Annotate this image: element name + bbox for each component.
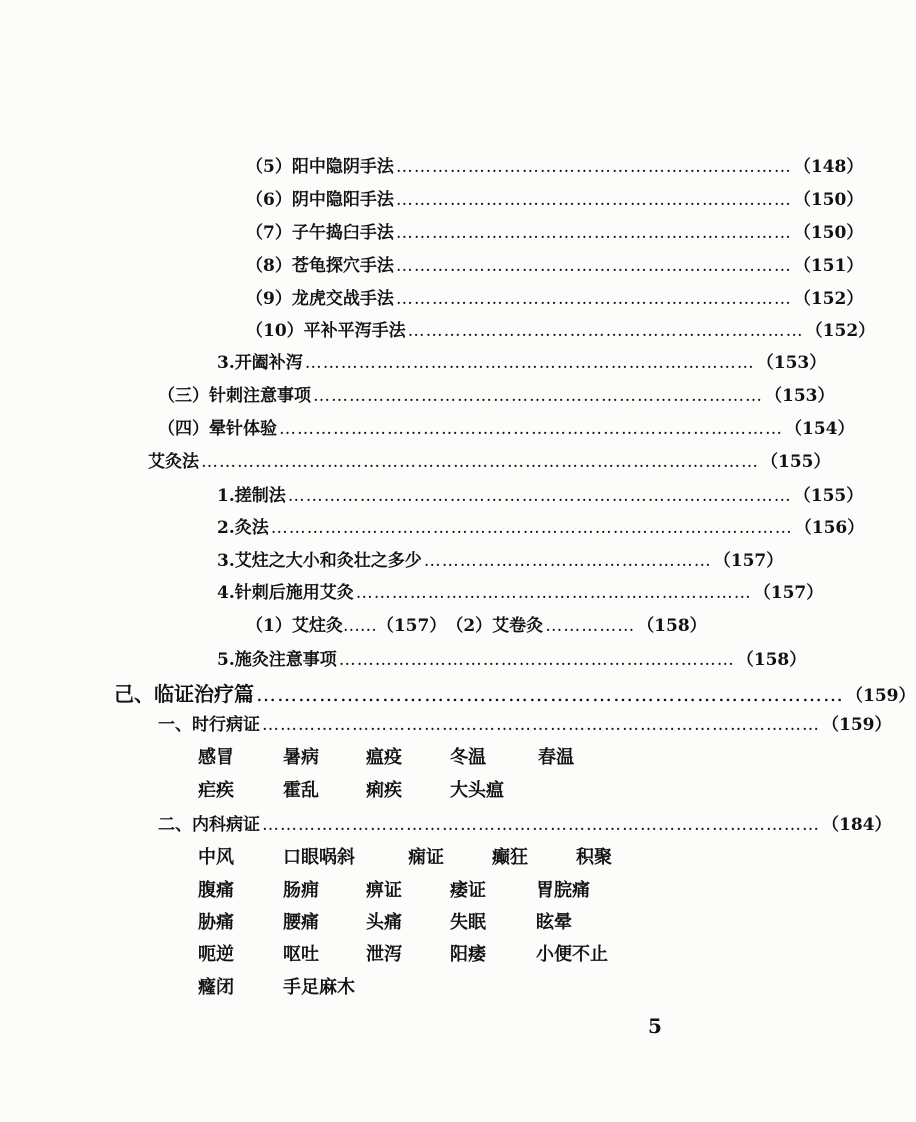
toc-entry (158, 710, 892, 735)
term: 痿证 (450, 880, 486, 901)
leader-dots: ………………………………………………………… (395, 289, 792, 309)
term: 腰痛 (283, 912, 319, 933)
toc-title: （四）晕针体验 (158, 419, 277, 439)
toc-title: 3.开阖补泻 (217, 353, 303, 373)
leader-dots: ………………………………………………………………………………… (262, 715, 820, 735)
toc-entry (148, 447, 831, 472)
leader-dots: …………… (545, 616, 636, 636)
term: 癫狂 (492, 847, 528, 868)
toc-title: 3.艾炷之大小和灸壮之多少 (217, 551, 422, 571)
toc-title: （9）龙虎交战手法 (246, 289, 394, 309)
term: 眩晕 (536, 912, 572, 933)
term: 阳痿 (450, 944, 486, 965)
toc-title: 二、内科病证 (158, 815, 260, 835)
term: 泄泻 (366, 944, 402, 965)
toc-page: （150） (793, 190, 864, 210)
leader-dots: …………………………………………………………………………… (270, 518, 793, 538)
leader-dots: ………………………………………………………………………… (279, 419, 783, 439)
term: 暑病 (283, 747, 319, 768)
term: 大头瘟 (450, 780, 504, 801)
term: 冬温 (450, 747, 486, 768)
toc-page: （155） (793, 486, 864, 506)
toc-title: 艾灸法 (148, 452, 199, 472)
term: 积聚 (576, 847, 612, 868)
toc-title: （三）针刺注意事项 (158, 386, 311, 406)
leader-dots: ………………………………………………………… (395, 190, 792, 210)
toc-entry (217, 645, 807, 670)
toc-title: （6）阴中隐阳手法 (246, 190, 394, 210)
toc-entry (246, 152, 864, 177)
toc-page: （158） (637, 616, 707, 636)
leader-dots: ………………………………………………………………………………… (262, 815, 820, 835)
toc-entry (158, 810, 892, 835)
toc-page: （152） (805, 321, 876, 341)
term: 腹痛 (198, 880, 234, 901)
toc-page: （157） (376, 616, 447, 636)
toc-page: （159） (846, 686, 916, 706)
leader-dots: ………………………………………………………… (338, 650, 735, 670)
term: 痹证 (366, 880, 402, 901)
toc-title: 一、时行病证 (158, 715, 260, 735)
toc-page: （153） (765, 386, 835, 406)
leader-dots: ………………………………………… (423, 551, 712, 571)
toc-page: （153） (756, 353, 827, 373)
toc-entry (246, 218, 864, 243)
toc-section-heading (114, 678, 916, 706)
toc-title: （8）苍龟探穴手法 (246, 256, 394, 276)
leader-dots: ………………………………………………………… (395, 256, 792, 276)
toc-entry (158, 381, 835, 406)
toc-entry (158, 414, 855, 439)
leader-dots: ………………………………………………………………………………… (201, 452, 759, 472)
term: 春温 (538, 747, 574, 768)
toc-title: （1）艾炷灸 (246, 616, 343, 636)
term: 胃脘痛 (536, 880, 590, 901)
leader-dots: ………………………………………………………… (407, 321, 804, 341)
term: 痢疾 (366, 780, 402, 801)
term: 痫证 (408, 847, 444, 868)
leader-dots: ………………………………………………………………… (313, 386, 763, 406)
leader-dots: ………………………………………………………… (395, 157, 792, 177)
term: 胁痛 (198, 912, 234, 933)
toc-page: （184） (822, 815, 892, 835)
toc-entry (246, 284, 864, 309)
toc-title: 2.灸法 (217, 518, 269, 538)
term: 肠痈 (283, 880, 319, 901)
toc-page: （151） (793, 256, 864, 276)
term: 手足麻木 (283, 977, 355, 998)
term: 呃逆 (198, 944, 234, 965)
toc-title: （2）艾卷灸 (446, 616, 544, 636)
toc-title: （7）子午捣臼手法 (246, 223, 394, 243)
term: 中风 (198, 847, 234, 868)
toc-entry (217, 578, 824, 603)
toc-title: 5.施灸注意事项 (217, 650, 337, 670)
toc-entry (217, 348, 827, 373)
toc-entry (217, 546, 784, 571)
toc-page: （154） (785, 419, 855, 439)
toc-page: （148） (793, 157, 864, 177)
leader-dots: ………………………………………………………………………… (287, 486, 792, 506)
term: 感冒 (198, 747, 234, 768)
toc-title: （10）平补平泻手法 (246, 321, 406, 341)
term: 癃闭 (198, 977, 234, 998)
leader-dots: ………………………………………………………………… (304, 353, 755, 373)
toc-combined-entry (246, 611, 707, 636)
toc-page: （156） (794, 518, 865, 538)
term: 瘟疫 (366, 747, 402, 768)
term: 霍乱 (283, 780, 319, 801)
toc-title: （5）阳中隐阴手法 (246, 157, 394, 177)
toc-title: 4.针刺后施用艾灸 (217, 583, 354, 603)
term: 呕吐 (283, 944, 319, 965)
leader-dots: ………………………………………………………… (395, 223, 792, 243)
toc-entry (217, 481, 864, 506)
toc-page: （150） (793, 223, 864, 243)
toc-page: （157） (753, 583, 824, 603)
page-number: 5 (648, 1014, 662, 1038)
toc-page: （158） (736, 650, 807, 670)
leader-dots: ………………………………………………………………………… (256, 682, 844, 706)
term: 小便不止 (536, 944, 608, 965)
leader-dots: …… (342, 616, 377, 636)
toc-page: （157） (713, 551, 784, 571)
term: 失眠 (450, 912, 486, 933)
toc-page: （152） (793, 289, 864, 309)
toc-entry (246, 316, 876, 341)
term: 疟疾 (198, 780, 234, 801)
toc-page: （155） (761, 452, 831, 472)
toc-entry (246, 185, 864, 210)
toc-title: 己、临证治疗篇 (114, 682, 254, 706)
toc-title: 1.搓制法 (217, 486, 286, 506)
term: 口眼㖞斜 (283, 847, 355, 868)
term: 头痛 (366, 912, 402, 933)
toc-entry (217, 513, 865, 538)
toc-page: （159） (822, 715, 892, 735)
toc-entry (246, 251, 864, 276)
leader-dots: ………………………………………………………… (355, 583, 752, 603)
